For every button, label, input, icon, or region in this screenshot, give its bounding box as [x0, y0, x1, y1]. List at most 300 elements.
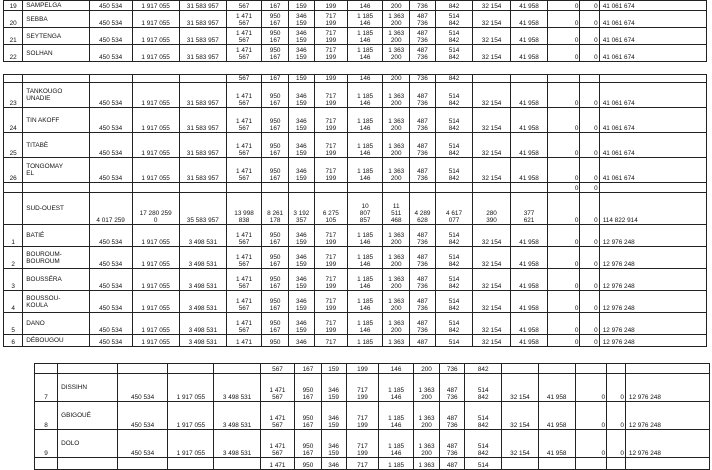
- cell-no: 21: [4, 28, 23, 45]
- cell-g: 717 199: [314, 291, 347, 313]
- cell-a: 450 534: [89, 313, 132, 335]
- cell-l: 280 390: [473, 193, 511, 225]
- cell-h: 1 185: [379, 458, 414, 470]
- cell-b: 1 917 055: [132, 45, 179, 62]
- cell-e: 167: [262, 1, 289, 11]
- cell-c: 31 583 957: [179, 158, 226, 183]
- cell-f: 159: [289, 75, 315, 83]
- cell-h: 1 185 146: [347, 269, 382, 291]
- cell-m: 41 958: [510, 108, 548, 133]
- cell-j: 487 736: [410, 11, 436, 28]
- cell-i: 1 363: [413, 458, 439, 470]
- cell-a: 450 534: [89, 133, 132, 158]
- cell-p: 12 976 248: [599, 225, 706, 247]
- cell-j: 487 736: [440, 402, 465, 430]
- cell-a: 450 534: [89, 1, 132, 11]
- cell-f: 346 159: [289, 133, 315, 158]
- cell-f: 346: [289, 335, 315, 347]
- cell-g: 199: [314, 1, 347, 11]
- cell-e: 950: [295, 458, 321, 470]
- table-row: [4, 108, 707, 133]
- table-row: [4, 247, 707, 269]
- cell-j: [410, 183, 436, 193]
- cell-b: 1 917 055: [132, 335, 179, 347]
- cell-b: 1 917 055: [132, 158, 179, 183]
- cell-o: 0: [580, 45, 599, 62]
- cell-j: 487 736: [440, 374, 465, 402]
- cell-p: 12 976 248: [599, 269, 706, 291]
- cell-c: [214, 458, 260, 470]
- cell-i: 1 363 200: [383, 28, 410, 45]
- cell-i: 1 363 200: [383, 291, 410, 313]
- cell-o: 0: [580, 225, 599, 247]
- cell-n: 0: [548, 133, 580, 158]
- cell-a: 450 534: [89, 11, 132, 28]
- cell-k: 514: [465, 458, 502, 470]
- cell-i: 1 363 200: [413, 374, 439, 402]
- table-row: [4, 225, 707, 247]
- cell-b: [168, 364, 214, 374]
- cell-o: [607, 458, 626, 470]
- cell-i: 1 363: [383, 335, 410, 347]
- cell-no: [35, 364, 58, 374]
- cell-e: 950 167: [262, 225, 289, 247]
- cell-e: 950 167: [262, 108, 289, 133]
- cell-l: [502, 364, 539, 374]
- cell-i: 1 363 200: [383, 108, 410, 133]
- cell-j: 487 736: [410, 45, 436, 62]
- cell-j: 487 736: [410, 313, 436, 335]
- cell-n: 0: [548, 158, 580, 183]
- cell-i: 200: [383, 75, 410, 83]
- cell-o: [580, 75, 599, 83]
- cell-c: 31 583 957: [179, 83, 226, 108]
- cell-g: [314, 183, 347, 193]
- cell-n: 0: [548, 45, 580, 62]
- cell-o: 0: [580, 183, 599, 193]
- cell-i: 200: [383, 1, 410, 11]
- cell-c: 31 583 957: [179, 1, 226, 11]
- cell-b: 1 917 055: [132, 11, 179, 28]
- cell-j: 487: [440, 458, 465, 470]
- cell-f: 346 159: [321, 374, 346, 402]
- cell-k: 514 842: [435, 158, 473, 183]
- cell-k: 514 842: [465, 430, 502, 458]
- cell-c: 31 583 957: [179, 108, 226, 133]
- cell-m: 41 958: [510, 83, 548, 108]
- cell-i: 1 363 200: [383, 225, 410, 247]
- cell-n: 0: [548, 193, 580, 225]
- cell-n: 0: [548, 335, 580, 347]
- cell-f: 346 159: [321, 402, 346, 430]
- cell-c: 31 583 957: [179, 45, 226, 62]
- cell-d: 1 471 567: [260, 430, 295, 458]
- cell-e: [262, 183, 289, 193]
- cell-p: [625, 364, 709, 374]
- cell-n: 0: [548, 225, 580, 247]
- cell-no: 5: [4, 313, 23, 335]
- cell-a: 450 534: [117, 374, 167, 402]
- cell-k: 514 842: [435, 108, 473, 133]
- cell-l: 32 154: [473, 225, 511, 247]
- cell-d: 1 471 567: [260, 374, 295, 402]
- cell-no: 1: [4, 225, 23, 247]
- cell-l: [473, 183, 511, 193]
- table-row: [4, 133, 707, 158]
- cell-no: 22: [4, 45, 23, 62]
- cell-a: 450 534: [89, 291, 132, 313]
- cell-i: 1 363 200: [413, 430, 439, 458]
- cell-j: 736: [440, 364, 465, 374]
- cell-o: [607, 364, 626, 374]
- cell-p: 41 061 674: [599, 11, 706, 28]
- cell-k: 842: [435, 1, 473, 11]
- cell-a: 450 534: [89, 108, 132, 133]
- cell-c: 3 498 531: [214, 374, 260, 402]
- cell-e: 950 167: [262, 291, 289, 313]
- cell-n: 0: [548, 108, 580, 133]
- cell-f: 346 159: [289, 313, 315, 335]
- cell-name: [23, 75, 89, 83]
- cell-a: [89, 183, 132, 193]
- cell-e: 950: [262, 335, 289, 347]
- cell-e: 950 167: [295, 430, 321, 458]
- cell-g: 199: [314, 75, 347, 83]
- cell-no: 6: [4, 335, 23, 347]
- cell-l: 32 154: [473, 313, 511, 335]
- cell-h: 1 185 146: [347, 133, 382, 158]
- cell-f: 346 159: [289, 291, 315, 313]
- cell-o: 0: [580, 193, 599, 225]
- cell-i: 1 363 200: [383, 269, 410, 291]
- cell-h: 1 185 146: [379, 402, 414, 430]
- cell-m: 41 958: [538, 430, 575, 458]
- cell-i: [383, 183, 410, 193]
- cell-n: 0: [548, 11, 580, 28]
- cell-c: 31 583 957: [179, 28, 226, 45]
- cell-g: 717 199: [314, 269, 347, 291]
- cell-l: 32 154: [473, 247, 511, 269]
- cell-a: 4 017 259: [89, 193, 132, 225]
- table-row: [35, 430, 710, 458]
- cell-n: 0: [575, 402, 606, 430]
- cell-f: 346 159: [289, 108, 315, 133]
- cell-l: 32 154: [473, 291, 511, 313]
- cell-e: 950 167: [262, 158, 289, 183]
- cell-j: 487 736: [410, 83, 436, 108]
- cell-no: 25: [4, 133, 23, 158]
- cell-a: 450 534: [89, 158, 132, 183]
- cell-p: 41 061 674: [599, 28, 706, 45]
- cell-e: 167: [262, 75, 289, 83]
- table-row: [4, 83, 707, 108]
- cell-g: 717 199: [314, 158, 347, 183]
- cell-i: 1 363 200: [383, 133, 410, 158]
- cell-g: 717: [314, 335, 347, 347]
- cell-name: TITABÈ: [23, 133, 89, 158]
- cell-n: [548, 75, 580, 83]
- cell-n: 0: [548, 247, 580, 269]
- cell-p: 12 976 248: [625, 402, 709, 430]
- cell-b: 1 917 055: [132, 291, 179, 313]
- cell-p: 41 061 674: [599, 133, 706, 158]
- cell-e: 950 167: [262, 133, 289, 158]
- cell-p: [599, 75, 706, 83]
- cell-b: 1 917 055: [132, 28, 179, 45]
- cell-g: 717 199: [314, 133, 347, 158]
- cell-m: 41 958: [510, 225, 548, 247]
- cell-h: 1 185 146: [379, 374, 414, 402]
- cell-e: 950 167: [295, 374, 321, 402]
- cell-n: 0: [575, 374, 606, 402]
- cell-h: 1 185 146: [347, 108, 382, 133]
- cell-m: 377 621: [510, 193, 548, 225]
- cell-c: 3 498 531: [179, 335, 226, 347]
- cell-o: 0: [580, 158, 599, 183]
- cell-l: 32 154: [473, 11, 511, 28]
- cell-no: [4, 183, 23, 193]
- cell-l: 32 154: [473, 108, 511, 133]
- cell-o: 0: [580, 108, 599, 133]
- cell-f: 159: [289, 1, 315, 11]
- cell-m: 41 958: [510, 45, 548, 62]
- cell-d: 1 471 567: [226, 83, 261, 108]
- cell-m: [510, 75, 548, 83]
- cell-g: 6 275 105: [314, 193, 347, 225]
- cell-j: 487: [410, 335, 436, 347]
- table-row: [4, 291, 707, 313]
- cell-i: 1 363 200: [383, 45, 410, 62]
- cell-p: 12 976 248: [625, 374, 709, 402]
- cell-j: 487 736: [410, 108, 436, 133]
- cell-b: 1 917 055: [168, 402, 214, 430]
- cell-n: 0: [548, 83, 580, 108]
- cell-a: 450 534: [89, 28, 132, 45]
- cell-p: 12 976 248: [599, 291, 706, 313]
- cell-l: 32 154: [473, 28, 511, 45]
- cell-h: 1 185 146: [347, 45, 382, 62]
- cell-p: 41 061 674: [599, 45, 706, 62]
- cell-j: 487 736: [410, 291, 436, 313]
- cell-m: [510, 183, 548, 193]
- cell-d: 1 471: [260, 458, 295, 470]
- cell-c: 3 498 531: [179, 291, 226, 313]
- cell-name: SAMPELGA: [23, 1, 89, 11]
- cell-k: 514 842: [465, 402, 502, 430]
- cell-o: 0: [580, 269, 599, 291]
- cell-g: 717: [346, 458, 379, 470]
- cell-d: 1 471 567: [226, 269, 261, 291]
- cell-e: 950 167: [295, 402, 321, 430]
- cell-name: DÉBOUGOU: [23, 335, 89, 347]
- cell-o: 0: [580, 11, 599, 28]
- cell-n: [575, 364, 606, 374]
- cell-p: [625, 458, 709, 470]
- table-row: [4, 183, 707, 193]
- cell-d: 1 471 567: [226, 291, 261, 313]
- cell-m: 41 958: [510, 1, 548, 11]
- cell-name: SUD-OUEST: [23, 193, 89, 225]
- cell-m: 41 958: [510, 291, 548, 313]
- cell-l: 32 154: [473, 1, 511, 11]
- cell-no: [35, 458, 58, 470]
- cell-a: 450 534: [89, 45, 132, 62]
- cell-h: 1 185 146: [379, 430, 414, 458]
- cell-b: 1 917 055: [168, 430, 214, 458]
- cell-g: 717 199: [314, 45, 347, 62]
- cell-c: 3 498 531: [179, 225, 226, 247]
- cell-d: 1 471 567: [226, 11, 261, 28]
- cell-j: 487 736: [440, 430, 465, 458]
- cell-h: 146: [347, 75, 382, 83]
- cell-b: 1 917 055: [132, 1, 179, 11]
- cell-no: 3: [4, 269, 23, 291]
- cell-n: [575, 458, 606, 470]
- cell-j: 487 736: [410, 28, 436, 45]
- cell-p: 114 822 914: [599, 193, 706, 225]
- cell-k: 514 842: [465, 374, 502, 402]
- cell-c: 3 498 531: [214, 402, 260, 430]
- cell-k: 514 842: [435, 225, 473, 247]
- cell-o: 0: [580, 313, 599, 335]
- budget-table-block-1: [3, 0, 707, 62]
- cell-o: 0: [580, 83, 599, 108]
- cell-l: 32 154: [473, 83, 511, 108]
- cell-b: 1 917 055: [132, 133, 179, 158]
- cell-e: 950 167: [262, 28, 289, 45]
- cell-a: 450 534: [89, 83, 132, 108]
- cell-f: 346 159: [289, 225, 315, 247]
- cell-d: 1 471 567: [226, 108, 261, 133]
- cell-h: 1 185 146: [347, 247, 382, 269]
- cell-k: 514 842: [435, 83, 473, 108]
- cell-h: [347, 183, 382, 193]
- cell-l: 32 154: [473, 45, 511, 62]
- cell-no: 24: [4, 108, 23, 133]
- cell-d: 1 471: [226, 335, 261, 347]
- cell-no: 4: [4, 291, 23, 313]
- cell-h: 1 185: [347, 335, 382, 347]
- cell-c: [214, 364, 260, 374]
- cell-p: 12 976 248: [599, 247, 706, 269]
- cell-d: 1 471 567: [226, 28, 261, 45]
- cell-d: 1 471 567: [260, 402, 295, 430]
- cell-d: 1 471 567: [226, 158, 261, 183]
- cell-b: [168, 458, 214, 470]
- cell-a: 450 534: [89, 335, 132, 347]
- cell-d: 567: [226, 1, 261, 11]
- cell-o: 0: [580, 1, 599, 11]
- cell-m: 41 958: [510, 313, 548, 335]
- cell-c: 3 498 531: [214, 430, 260, 458]
- cell-d: 1 471 567: [226, 133, 261, 158]
- cell-d: 13 998 838: [226, 193, 261, 225]
- table-row: [35, 374, 710, 402]
- cell-k: 514 842: [435, 269, 473, 291]
- table-row: [4, 28, 707, 45]
- cell-n: 0: [548, 183, 580, 193]
- cell-n: 0: [548, 269, 580, 291]
- cell-d: 567: [260, 364, 295, 374]
- cell-name: BOUROUM- BOUROUM: [23, 247, 89, 269]
- cell-no: [4, 193, 23, 225]
- cell-j: 4 289 628: [410, 193, 436, 225]
- table-row: [4, 45, 707, 62]
- cell-a: [117, 364, 167, 374]
- cell-n: 0: [575, 430, 606, 458]
- cell-h: 1 185 146: [347, 28, 382, 45]
- cell-g: 717 199: [346, 402, 379, 430]
- cell-j: 487 736: [410, 225, 436, 247]
- cell-p: 41 061 674: [599, 158, 706, 183]
- cell-k: 514 842: [435, 11, 473, 28]
- cell-f: 346 159: [289, 269, 315, 291]
- cell-j: 487 736: [410, 247, 436, 269]
- cell-a: [89, 75, 132, 83]
- cell-j: 736: [410, 75, 436, 83]
- cell-k: 514 842: [435, 313, 473, 335]
- cell-m: 41 958: [510, 269, 548, 291]
- cell-k: 514 842: [435, 291, 473, 313]
- cell-e: 950 167: [262, 11, 289, 28]
- cell-b: 1 917 055: [132, 108, 179, 133]
- cell-a: [117, 458, 167, 470]
- cell-h: 1 185 146: [347, 11, 382, 28]
- cell-h: 1 185 146: [347, 313, 382, 335]
- cell-l: 32 154: [473, 269, 511, 291]
- cell-a: 450 534: [89, 269, 132, 291]
- cell-no: [4, 75, 23, 83]
- cell-p: 12 976 248: [625, 430, 709, 458]
- table-row: [4, 313, 707, 335]
- cell-l: 32 154: [502, 430, 539, 458]
- cell-g: 199: [346, 364, 379, 374]
- cell-e: 950 167: [262, 313, 289, 335]
- cell-b: 1 917 055: [132, 83, 179, 108]
- cell-name: DANO: [23, 313, 89, 335]
- cell-o: 0: [580, 133, 599, 158]
- cell-no: 2: [4, 247, 23, 269]
- cell-name: TIN AKOFF: [23, 108, 89, 133]
- cell-no: 19: [4, 1, 23, 11]
- cell-c: 35 583 957: [179, 193, 226, 225]
- cell-name: BATIÉ: [23, 225, 89, 247]
- table-row: [4, 75, 707, 83]
- cell-e: 950 167: [262, 269, 289, 291]
- cell-o: 0: [580, 291, 599, 313]
- cell-d: 1 471 567: [226, 45, 261, 62]
- cell-m: 41 958: [510, 335, 548, 347]
- cell-no: 9: [35, 430, 58, 458]
- cell-name: [58, 364, 118, 374]
- table-row: [4, 158, 707, 183]
- cell-name: [58, 458, 118, 470]
- cell-n: 0: [548, 28, 580, 45]
- cell-g: 717 199: [314, 108, 347, 133]
- table-row: [35, 402, 710, 430]
- cell-f: 159: [321, 364, 346, 374]
- cell-o: 0: [580, 28, 599, 45]
- cell-c: [179, 183, 226, 193]
- cell-f: 346 159: [289, 83, 315, 108]
- cell-o: 0: [580, 335, 599, 347]
- cell-h: 1 185 146: [347, 225, 382, 247]
- cell-k: 4 617 077: [435, 193, 473, 225]
- cell-p: 12 976 248: [599, 313, 706, 335]
- cell-d: 1 471 567: [226, 313, 261, 335]
- table-row: [35, 364, 710, 374]
- cell-name: TONGOMAY EL: [23, 158, 89, 183]
